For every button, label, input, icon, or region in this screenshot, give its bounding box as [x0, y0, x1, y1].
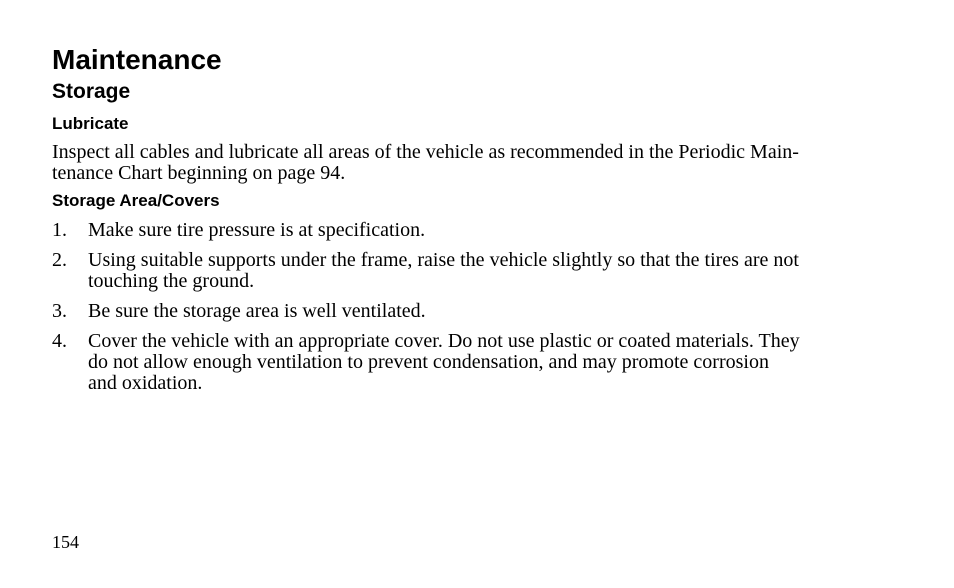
- step-line: and oxidation.: [88, 372, 203, 394]
- step-number: 1.: [52, 219, 67, 241]
- step-line: Be sure the storage area is well ventilated.: [88, 300, 426, 322]
- step-number: 3.: [52, 300, 67, 322]
- page-number: 154: [52, 532, 79, 552]
- storage-area-heading: Storage Area/Covers: [52, 191, 220, 210]
- lubricate-paragraph: [52, 142, 882, 184]
- step-text: [88, 250, 888, 292]
- lubricate-heading: Lubricate: [52, 114, 129, 133]
- step-line: touching the ground.: [88, 270, 255, 292]
- step-text: [88, 331, 888, 394]
- manual-page: [52, 0, 892, 588]
- step-number: 2.: [52, 249, 67, 271]
- chapter-title: Maintenance: [52, 44, 222, 75]
- step-line: do not allow enough ventilation to prevent condensation, and may promote corrosion: [88, 351, 769, 373]
- step-line: Make sure tire pressure is at specification.: [88, 219, 426, 241]
- step-number: 4.: [52, 330, 67, 352]
- paragraph-line: tenance Chart beginning on page 94.: [52, 162, 346, 184]
- section-title: Storage: [52, 80, 131, 103]
- step-text: [88, 301, 888, 322]
- step-text: [88, 220, 888, 241]
- paragraph-line: Inspect all cables and lubricate all areas of the vehicle as recommended in the Periodic Main-: [52, 141, 799, 163]
- step-line: Cover the vehicle with an appropriate cover. Do not use plastic or coated materials. They: [88, 330, 800, 352]
- step-line: Using suitable supports under the frame, raise the vehicle slightly so that the tires are not: [88, 249, 799, 271]
